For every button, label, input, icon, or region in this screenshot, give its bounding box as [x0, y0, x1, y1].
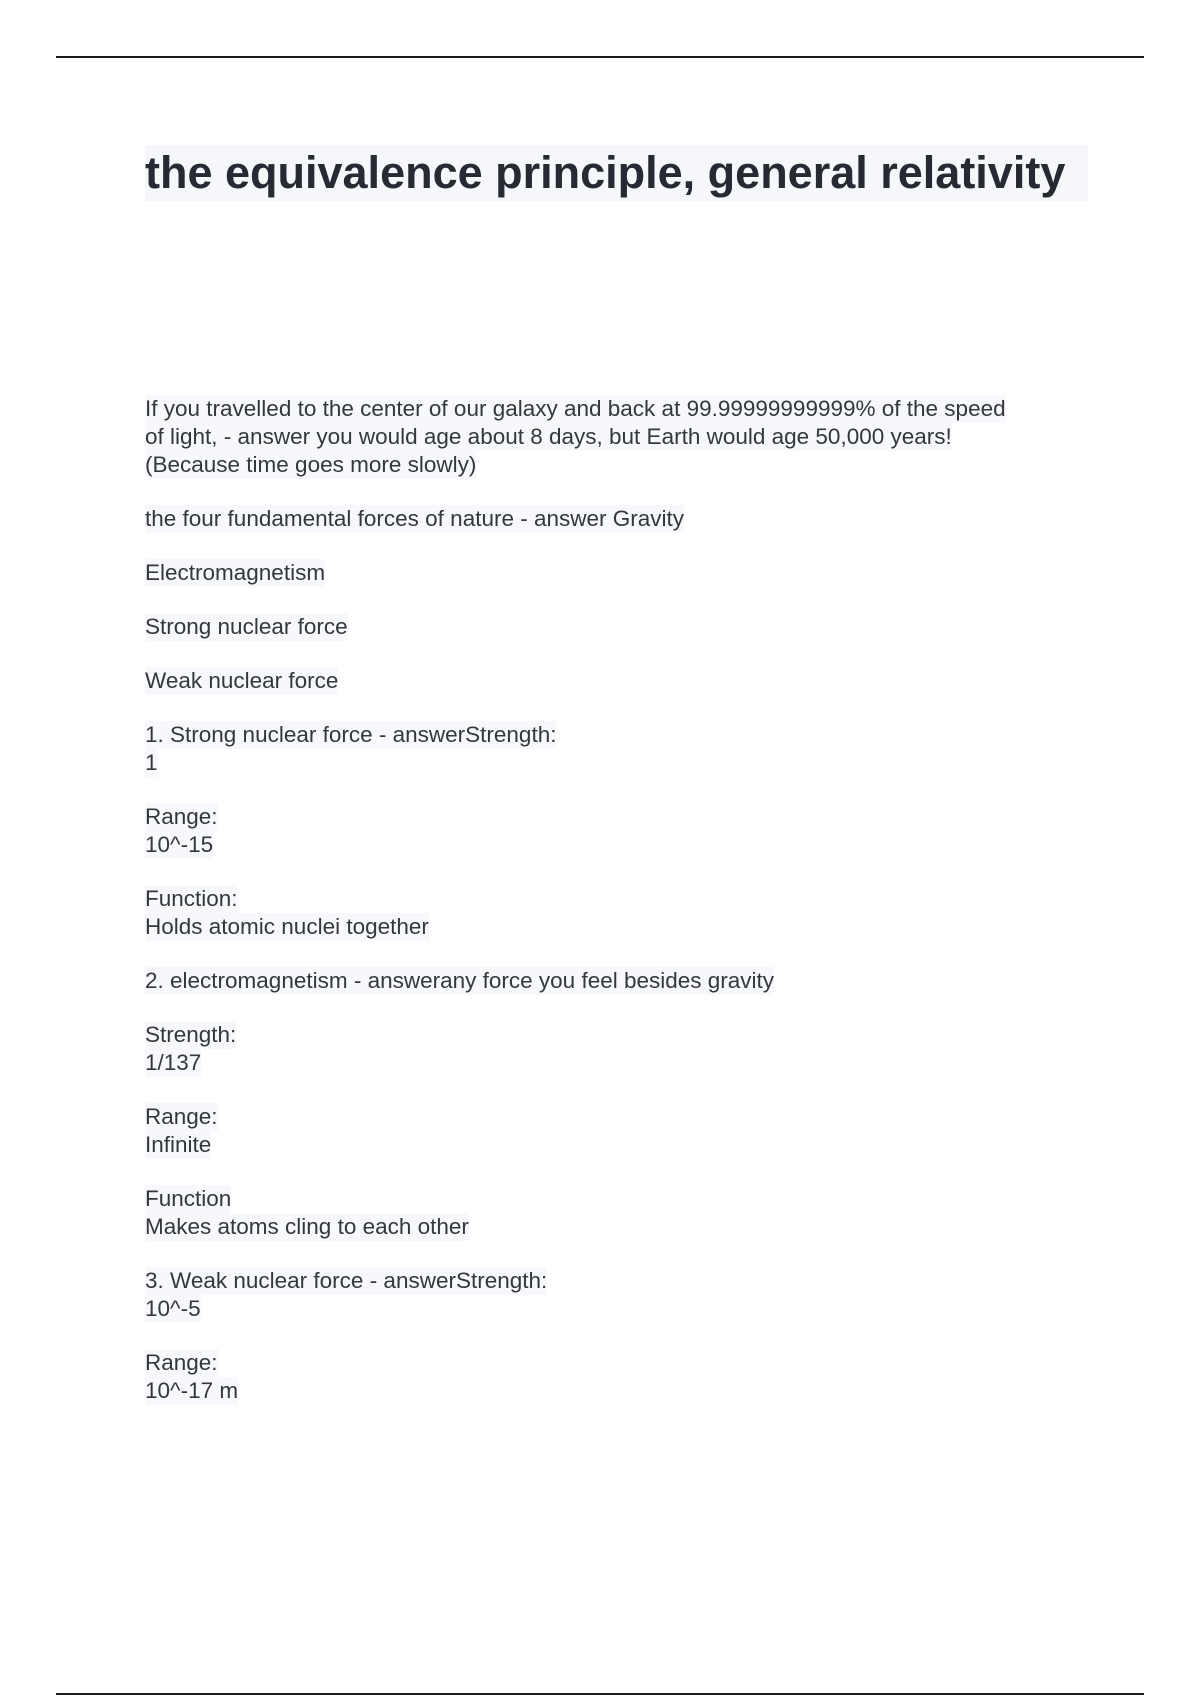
flashcard-block	[145, 803, 1085, 859]
text-line: 10^-5	[145, 1296, 201, 1321]
text-line: 1	[145, 750, 158, 775]
flashcard-block	[145, 1349, 1085, 1405]
text-line: 10^-15	[145, 832, 214, 857]
text-line: Strength:	[145, 1022, 237, 1047]
title-box	[145, 145, 1088, 201]
flashcard-block	[145, 1267, 1085, 1323]
bottom-rule	[56, 1693, 1144, 1695]
flashcard-block	[145, 505, 1085, 533]
flashcard-block	[145, 613, 1085, 641]
flashcard-block	[145, 1185, 1085, 1241]
text-line: the four fundamental forces of nature - answer Gravity	[145, 506, 685, 531]
text-line: Function:	[145, 886, 238, 911]
text-line: 10^-17 m	[145, 1378, 239, 1403]
text-line: (Because time goes more slowly)	[145, 452, 477, 477]
text-line: Range:	[145, 804, 218, 829]
text-line: Weak nuclear force	[145, 668, 339, 693]
text-line: Function	[145, 1186, 232, 1211]
flashcard-block	[145, 1021, 1085, 1077]
text-line: Strong nuclear force	[145, 614, 348, 639]
flashcard-block	[145, 395, 1085, 479]
text-line: Makes atoms cling to each other	[145, 1214, 469, 1239]
flashcard-block	[145, 967, 1085, 995]
text-line: Range:	[145, 1104, 218, 1129]
flashcard-block	[145, 1103, 1085, 1159]
document-body	[145, 395, 1085, 1431]
text-line: Electromagnetism	[145, 560, 326, 585]
flashcard-block	[145, 559, 1085, 587]
flashcard-block	[145, 667, 1085, 695]
text-line: Holds atomic nuclei together	[145, 914, 429, 939]
text-line: of light, - answer you would age about 8 days, but Earth would age 50,000 years!	[145, 424, 952, 449]
top-rule	[56, 56, 1144, 58]
text-line: 1. Strong nuclear force - answerStrength:	[145, 722, 557, 747]
flashcard-block	[145, 885, 1085, 941]
flashcard-block	[145, 721, 1085, 777]
document-title: the equivalence principle, general relativity	[145, 147, 1066, 198]
text-line: If you travelled to the center of our galaxy and back at 99.99999999999% of the speed	[145, 396, 1006, 421]
text-line: Range:	[145, 1350, 218, 1375]
text-line: 2. electromagnetism - answerany force you feel besides gravity	[145, 968, 775, 993]
text-line: 1/137	[145, 1050, 202, 1075]
text-line: 3. Weak nuclear force - answerStrength:	[145, 1268, 548, 1293]
text-line: Infinite	[145, 1132, 212, 1157]
